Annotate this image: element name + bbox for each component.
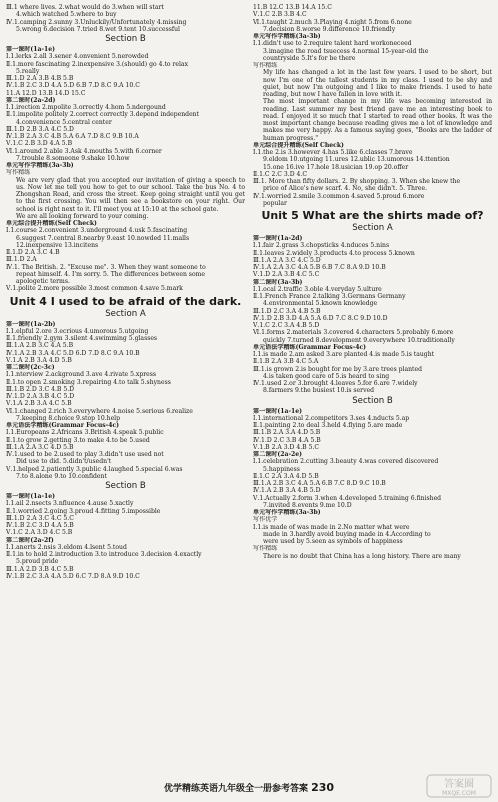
page-number: 230 xyxy=(311,781,335,794)
answer-line: Ⅲ.1.A 2.B 3.C 4.A 5.A 6.B 7.C 8.D 9.C 10.B xyxy=(253,480,386,487)
answer-line: 7.to 8.alone 9.to 10.confident xyxy=(16,472,107,480)
answer-line: Ⅳ.1.used 2.or 3.brought 4.leaves 5.for 6.are 7.widely xyxy=(253,380,418,387)
answer-line: Ⅰ.1.Europeans 2.Africans 3.British 4.speak 5.public xyxy=(6,429,164,437)
answer-line: Ⅱ.1.painting 2.to deal 3.held 4.flying 5.are made xyxy=(253,422,403,429)
writing-paragraph: The most important change in my life was becoming interested in reading. Last summer my best friend gave me an interesting book to read. I enjoyed it so much that I started to read other books. It was the most important change because reading gives me a lot of knowledge and makes me very happy. As a famous saying goes, "Books are the ladder of human progress." xyxy=(263,98,492,142)
two-column-body xyxy=(6,4,492,772)
lesson-heading: 单元综合提升精练(Self Check) xyxy=(6,220,97,227)
answer-line: Ⅰ.1.lerks 2.all 3.sener 4.onvenient 5.nerowded xyxy=(6,53,149,61)
answer-line: Ⅳ.1.used to be 2.used to play 3.didn't use used not xyxy=(6,451,164,458)
answer-line: popular xyxy=(263,199,287,207)
section-heading: Section B xyxy=(105,481,146,491)
answer-line: Ⅳ.1. The British. 2. "Excuse me". 3. When they want someone to xyxy=(6,263,206,271)
answer-line: Ⅲ.1.D 2.C 3.A 4.B 5.B xyxy=(253,307,321,315)
answer-line: Ⅰ.1.is made of was made in 2.No matter what were xyxy=(253,523,410,531)
answer-line: Ⅲ.1.is grown 2.is bought for me by 3.are trees planted xyxy=(253,365,423,373)
answer-line: Ⅳ.1.D 2.C 3.B 4.A 5.B xyxy=(253,436,321,444)
answer-line: Ⅰ.1.elpful 2.ore 3.ecrious 4.umorous 5.utgoing xyxy=(6,327,149,335)
answer-line: 6.suggest 7.central 8.nearby 9.east 10.nowded 11.malls xyxy=(16,234,190,242)
answer-line: Ⅰ.1.the 2.is 3.however 4.has 5.like 6.classes 7.brave xyxy=(253,149,413,156)
answer-line: Ⅱ.1.friendly 2.gym 3.silent 4.swimming 5.glasses xyxy=(6,335,158,342)
answer-line: Ⅳ.1.B 2.C 3.D 4.A 5.D 6.B 7.D 8.C 9.A 10.C xyxy=(6,82,140,90)
answer-line: Ⅳ.1.A 2.A 3.C 4.A 5.B 6.B 7.C 8.A 9.D 10.B xyxy=(253,264,386,271)
answer-line: Ⅴ.1.C 2.B 3.D 4.A 5.B xyxy=(6,140,73,148)
right-column xyxy=(253,4,492,772)
answer-line: Ⅰ.1.fair 2.grass 3.chopsticks 4.nduces 5.nins xyxy=(253,242,390,250)
answer-line: Ⅰ.1.course 2.convenient 3.underground 4.usk 5.fascinating xyxy=(6,227,188,235)
answer-line: 写作精练 xyxy=(253,545,278,553)
answer-line: Ⅰ.1.international 2.competitors 3.ses 4.nducts 5.ap xyxy=(253,414,410,422)
answer-line: Ⅳ.1.B 2.C 3.D 4.A 5.B xyxy=(6,522,74,529)
watermark-logo-icon xyxy=(426,774,492,798)
answer-line: Ⅲ.1. More than fifty dollars. 2. By shopping. 3. When she knew the xyxy=(253,178,461,185)
watermark-logo xyxy=(426,774,492,798)
answer-line: Ⅲ.1.B 2.A 3.A 4.D 5.B xyxy=(253,429,321,437)
answer-line: Ⅱ.1.worried 2.going 3.proud 4.fitting 5.impossible xyxy=(6,507,161,515)
answer-line: 4.which watched 5.where to buy xyxy=(16,11,117,19)
answer-line: Ⅱ.1.leaves 2.widely 3.products 4.to process 5.known xyxy=(253,249,415,257)
answer-line: 5.really xyxy=(16,67,40,75)
answer-line: apologetic terms. xyxy=(16,278,70,285)
answer-line: Ⅳ.1.D 2.B 3.D 4.A 5.A 6.D 7.C 8.C 9.D 10.D xyxy=(253,314,388,322)
lesson-heading: 第二课时(2a-2e) xyxy=(253,451,302,458)
answer-line: Ⅰ.1.anerts 2.nsis 3.eldom 4.lsent 5.toud xyxy=(6,543,127,551)
answer-line: Ⅳ.1.B 2.C 3.A 4.A 5.D 6.C 7.D 8.A 9.D 10.C xyxy=(6,572,140,580)
lesson-heading: 单元语法学精练(Grammar Focus-4c) xyxy=(253,343,367,351)
answer-line: 12.inexpensive 13.incitens xyxy=(16,241,99,249)
footer-title: 优学精练英语九年级全一册参考答案 xyxy=(163,784,308,794)
answer-line: Ⅰ.1.ocal 2.traffic 3.oble 4.veryday 5.ulture xyxy=(253,285,382,293)
unit-heading: Unit 5 What are the shirts made of? xyxy=(261,209,484,222)
section-heading: Section A xyxy=(105,308,146,319)
answer-line: Ⅱ.1.more fascinating 2.inexpensive 3.(should) go 4.to relax xyxy=(6,60,189,68)
writing-paragraph: There is no doubt that China has a long history. There are many xyxy=(263,552,461,560)
section-heading: Section B xyxy=(352,395,393,406)
answer-line: repeat himself. 4. I'm sorry. 5. The differences between some xyxy=(16,270,205,278)
writing-paragraph: We are very glad that you accepted our invitation of giving a speech to us. Now let me tell you how to get to our school. Take the bus No. 4 to Zhongshan Road, and cross the street. Keep going straight until you get to the first crossing. You will then see a bookstore on your right. Our school is right next to it. I'll meet you at 15:10 at the school gate. xyxy=(16,176,245,213)
answer-line: Ⅱ.1.in to hold 2.introduction 3.to introduce 3.decision 4.exactly xyxy=(6,551,202,558)
answer-line: Ⅳ.1.B 2.A 3.C 4.B 5.A 6.A 7.D 8.C 9.B 10.A xyxy=(6,133,139,140)
answer-line: 5.proud pride xyxy=(16,558,59,566)
answer-line: Ⅳ.1.worried 2.smile 3.common 4.saved 5.proud 6.more xyxy=(253,192,425,200)
answer-line: Ⅵ.1.taught 2.much 3.Playing 4.night 5.from 6.none xyxy=(253,18,412,26)
answer-line: 4.convenience 5.central center xyxy=(16,118,112,126)
answer-line: 11.B 12.C 13.B 14.A 15.C xyxy=(253,4,332,11)
answer-line: Ⅱ.1.C 2.C 3.D 4.C xyxy=(253,170,308,178)
answer-line: Ⅰ.1.nterview 2.ackground 3.ave 4.rivate 5.xpress xyxy=(6,371,157,379)
answer-line: Ⅱ.1.French France 2.talking 3.Germans Germany xyxy=(253,293,406,300)
answer-line: 5.wrong 6.decision 7.tried 8.wet 9.tent 10.successful xyxy=(16,25,180,33)
answer-line: Ⅴ.1.C 2.C 3.A 4.B 5.D xyxy=(253,322,320,329)
writing-paragraph: My life has changed a lot in the last few years. I used to be short, but now I'm one of the tallest students in my class. I used to be shy and quiet, but now I'm outgoing and I like to make friends. I used to hate reading, but now I have fallen in love with it. xyxy=(263,69,492,98)
answer-line: 7.decision 8.worse 9.difference 10.friendly xyxy=(263,25,396,33)
answer-line: Ⅵ.1.forms 2.materials 3.covered 4.characters 5.probably 6.more xyxy=(253,329,454,337)
answer-line: Ⅰ.1.didn't use to 2.require talent hard workoneceed xyxy=(253,40,412,48)
lesson-heading: 第一课时(1a-1e) xyxy=(253,407,302,415)
answer-line: Ⅳ.1.A 2.B 3.A 4.C 5.D 6.D 7.D 8.C 9.A 10.B xyxy=(6,349,140,357)
answer-line: 7.invited 8.events 9.me 10.D xyxy=(263,501,352,509)
watermark-text: 答案圈 xyxy=(444,779,474,790)
answer-line: quickly 7.turned 8.development 9.everywhere 10.traditionally xyxy=(263,336,455,344)
answer-line: Ⅲ.1.A 2.A 3.C 4.D 5.B xyxy=(6,443,74,451)
lesson-heading: 单元写作学精练(3a-3b) xyxy=(6,162,74,169)
answer-line: Ⅲ.1.D 2.A xyxy=(6,256,37,264)
answer-line: Ⅲ.1.A 2.B 3.C 4.A 5.B xyxy=(6,342,74,350)
answer-line: 写作优学 xyxy=(253,516,278,524)
answer-line: Ⅲ.1.D 2.B 3.A 4.C 5.D xyxy=(6,125,74,133)
answer-line: Ⅴ.1.Actually 2.form 3.when 4.developed 5.training 6.finished xyxy=(253,494,442,502)
answer-line: Ⅲ.1.B 2.D 3.C 4.B 5.D xyxy=(6,385,75,393)
answer-line: Ⅱ.1.to grow 2.getting 3.to make 4.to be 5.used xyxy=(6,436,150,444)
answer-line: 11.A 12.D 13.B 14.D 15.C xyxy=(6,89,86,97)
answer-line: Did use to did. 5.didn't/usedn't xyxy=(16,458,112,466)
answer-line: Ⅴ.1.A 2.B 3.A 4.D 5.B xyxy=(6,356,72,364)
answer-line: Ⅴ.1.D 2.A 3.B 4.C 5.C xyxy=(253,271,320,279)
answer-line: Ⅱ.1.D 2.A 3.C 4.B xyxy=(6,249,60,256)
answer-line: Ⅱ.1.B 2.A 3.B 4.C 5.A xyxy=(253,358,319,366)
answer-line: Ⅰ.1.is made 2.am asked 3.are planted 4.is made 5.is taught xyxy=(253,351,435,358)
answer-line: Ⅱ.1.impolite politely 2.correct correctly 3.depend independent xyxy=(6,111,200,119)
answer-line: 15.one 16.ive 17.hole 18.usician 19.op 20.offer xyxy=(263,163,409,171)
answer-line: countryside 5.It's for be there xyxy=(263,54,356,62)
watermark-subtext: MXQE.COM xyxy=(442,790,476,797)
answer-line: were used by 5.seen as symbols of happiness xyxy=(263,538,403,545)
answer-line: Ⅴ.1.polite 2.more possible 3.most common 4.save 5.mark xyxy=(6,285,183,293)
left-column xyxy=(6,4,245,772)
lesson-heading: 第二课时(2c-3c) xyxy=(6,364,55,371)
answer-line: Ⅲ.1.D 2.A 3.B 4.B 5.B xyxy=(6,75,74,82)
answer-line: 7.trouble 8.someone 9.shake 10.how xyxy=(16,154,130,162)
answer-line: Ⅲ.1.A 2.A 3.C 4.C 5.D xyxy=(253,256,321,264)
lesson-heading: 单元语法学精练(Grammar Focus-4c) xyxy=(6,422,120,429)
answer-line: 写作精练 xyxy=(6,169,31,177)
answer-line: Ⅰ.1.celebration 2.cutting 3.beauty 4.was covered discovered xyxy=(253,458,439,466)
unit-heading: Unit 4 I used to be afraid of the dark. xyxy=(9,294,242,308)
answer-line: Ⅴ.1.C 2.A 3.D 4.C 5.B xyxy=(6,529,73,537)
lesson-heading: 第二课时(3a-3b) xyxy=(253,278,303,286)
answer-line: Ⅱ.1.to open 2.smoking 3.repairing 4.to talk 5.shyness xyxy=(6,378,171,386)
lesson-heading: 第一课时(1a-2b) xyxy=(6,320,56,328)
lesson-heading: 第二课时(2a-2f) xyxy=(6,536,54,544)
section-heading: Section A xyxy=(352,223,393,233)
answer-line: 7.keeping 8.choice 9.stop 10.help xyxy=(16,414,121,422)
answer-line: Ⅵ.1.changed 2.rich 3.everywhere 4.noise 5.serious 6.realize xyxy=(6,407,193,415)
answer-line: 5.happiness xyxy=(263,465,300,473)
lesson-heading: 第一课时(1a-2d) xyxy=(253,235,303,242)
answer-line: 写作精练 xyxy=(253,62,278,69)
answer-line: made in 3.hardly avoid buying made in 4.According to xyxy=(263,530,431,538)
answer-line: Ⅵ.1.around 2.able 3.Ask 4.mouths 5.with 6.corner xyxy=(6,147,162,155)
lesson-heading: 第二课时(2a-2d) xyxy=(6,96,56,104)
answer-line: Ⅳ.1.D 2.A 3.B 4.C 5.D xyxy=(6,393,75,400)
section-heading: Section B xyxy=(105,34,146,44)
lesson-heading: 单元写作学精练(3a-3b) xyxy=(253,33,321,40)
answer-line: Ⅲ.1.D 2.A 3.C 4.C 5.C xyxy=(6,514,74,522)
answer-line: Ⅴ.1.B 2.A 3.D 4.B 5.C xyxy=(253,443,320,451)
writing-paragraph: We are all looking forward to your coming. xyxy=(16,212,149,220)
answer-line: Ⅰ.1.ail 2.nsects 3.nfluence 4.ause 5.xactly xyxy=(6,500,134,508)
answer-line: Ⅱ.1.C 2.A 3.A 4.D 5.B xyxy=(253,472,319,480)
answer-line: Ⅰ.1.irection 2.mpolite 3.orrectly 4.hom 5.ndergound xyxy=(6,104,166,111)
answer-line: Ⅴ.1.helped 2.patiently 3.public 4.laughed 5.special 6.was xyxy=(6,465,183,473)
lesson-heading: 单元写作学精练(3a-3b) xyxy=(253,509,321,516)
answer-line: 3.imagine the road tsuecess 4.normal 15-year-old the xyxy=(263,47,429,55)
answer-line: Ⅲ.1.A 2.D 3.B 4.C 5.B xyxy=(6,565,74,573)
answer-line: price of Alice's new scarf. 4. No, she didn't. 5. Three. xyxy=(263,185,428,193)
answer-line: Ⅴ.1.A 2.B 3.A 4.C 5.B xyxy=(6,400,72,408)
answer-line: 4.is taken good care of 5.is heard to sing xyxy=(263,372,390,380)
answer-line: Ⅳ.1.A 2.B 3.A 4.B 5.D xyxy=(253,487,321,495)
answer-line: 4.environmental 5.known knowledge xyxy=(263,300,378,308)
lesson-heading: 第一课时(1a-1e) xyxy=(6,493,55,500)
page-footer xyxy=(0,781,498,794)
answer-line: Ⅳ.1.camping 2.sunny 3.Unluckily/Unfortunately 4.missing xyxy=(6,18,187,26)
lesson-heading: 单元综合提升精练(Self Check) xyxy=(253,141,344,149)
answer-line: Ⅲ.1 where lives. 2.what would do 3.when will start xyxy=(6,4,164,11)
answer-line: Ⅴ.1.C 2.B 3.B 4.C xyxy=(253,11,307,19)
lesson-heading: 第一课时(1a-1e) xyxy=(6,46,55,53)
answer-line: 8.farmers 9.the busiest 10.is served xyxy=(263,387,375,395)
answer-line: 9.eldom 10.utgoing 11.ures 12.ublic 13.umorous 14.ttention xyxy=(263,156,450,164)
